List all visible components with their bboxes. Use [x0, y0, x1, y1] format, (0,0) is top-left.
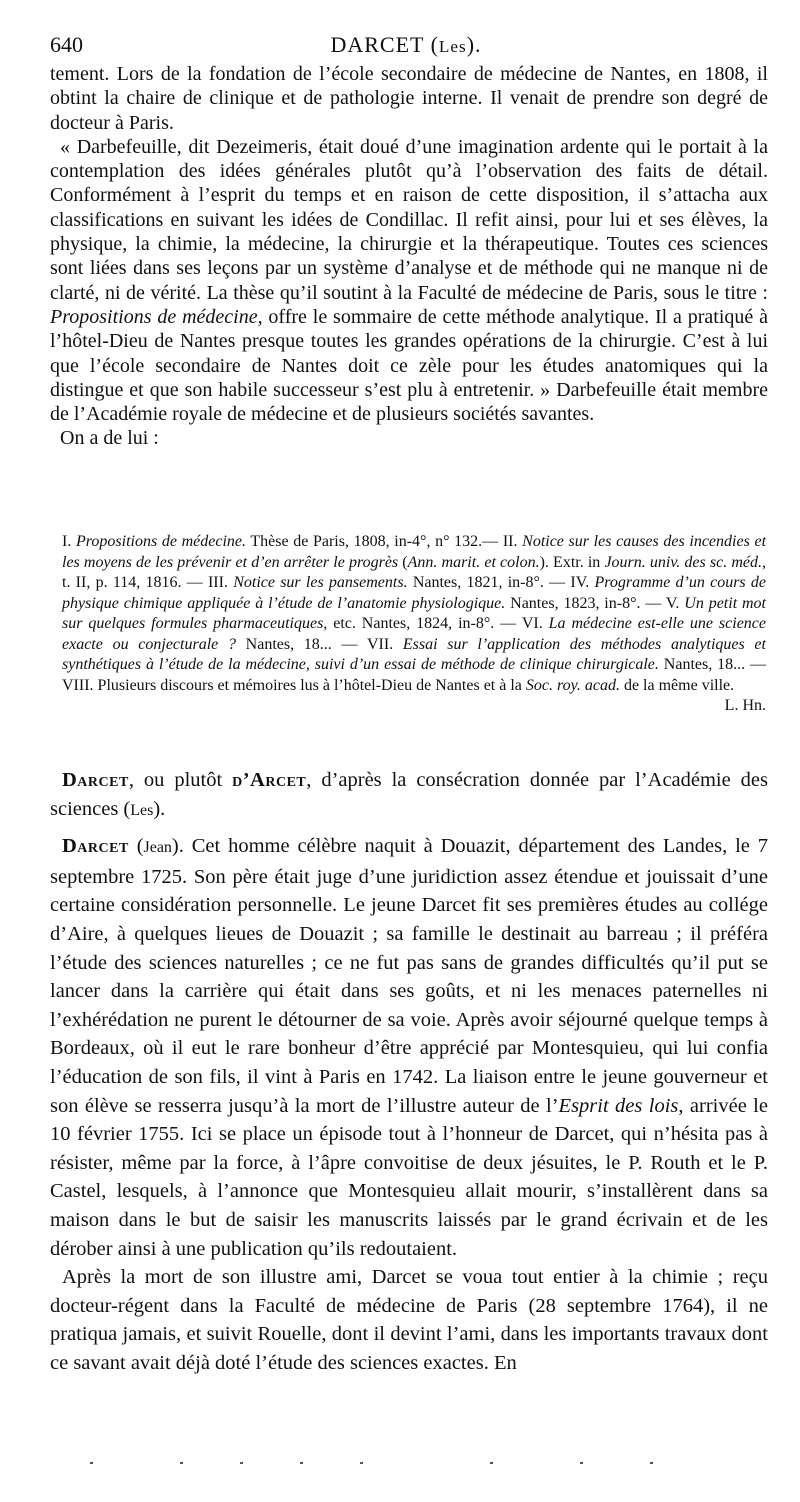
work-4-details: Nantes, 1823, in-8°. —	[505, 594, 666, 612]
work-2-source: Ann. marit. et colon.	[407, 553, 540, 571]
paragraph-career: tement. Lors de la fondation de l’école secondaire de médecine de Nantes, en 1808, il obtint la chaire de clinique et de pathologie interne. Il venait de prendre son degré de docteur à Paris.	[50, 63, 768, 134]
author-signature: L. Hn.	[724, 697, 766, 714]
works-list	[62, 532, 766, 717]
work-5-num: V.	[665, 594, 685, 612]
biography-text-1: Cet homme célèbre naquit à Douazit, département des Landes, le 7 septembre 1725. Son père était juge d’une juridiction assez étendue et jouissait d’une certaine considération personnelle. Le jeune Darcet fit ses premières études au collége d’Aire, à quelques lieues de Douazit ; sa famille le destinait au barreau ; il préféra l’étude des sciences naturelles ; ce ne fut pas sans de grandes difficultés qu’il put se lancer dans la carrière qui était dans ses goûts, et ni les menaces paternelles ni l’exhérédation ne purent le détourner de sa voie. Après avoir séjourné quelque temps à Bordeaux, où il eut le rare bonheur d’être apprécié par Montesquieu, qui lui confia l’éducation de son fils, il vint à Paris en 1742. La liaison entre le jeune gouverneur et son élève se resserra jusqu’à la mort de l’illustre auteur de l’	[50, 835, 768, 1117]
paragraph-quotation	[50, 135, 768, 427]
works-paragraph	[62, 532, 767, 714]
running-title-small-caps: Les	[438, 37, 467, 56]
running-title-close: ).	[466, 32, 482, 57]
entry-darcet-jean-paragraph-1	[50, 832, 768, 1263]
work-3-title: Notice sur les pansements.	[233, 574, 408, 591]
work-8-end: de la même ville.	[619, 676, 735, 694]
work-2-sep-1: (	[398, 553, 408, 571]
work-6-num: VI.	[521, 615, 549, 632]
work-2-title: Notice sur les causes des incendies et les moyens de les prévenir et d’en arrêter le progrès	[62, 533, 767, 571]
given-name: Jean	[143, 839, 172, 857]
page-number: 640	[50, 32, 83, 57]
headword-darcet: Darcet	[62, 769, 129, 791]
work-5-title: Un petit mot sur quelques formules pharmaceutiques,	[62, 594, 767, 632]
work-3-num: III.	[207, 574, 234, 591]
entry-darcet-jean-paragraph-2: Après la mort de son illustre ami, Darcet se voua tout entier à la chimie ; reçu docteur-régent dans la Faculté de médecine de Paris (28 septembre 1764), il ne pratiqua jamais, et suivit Rouelle, dont il devint l’ami, dans les importants travaux dont ce savant avait déjà doté l’étude des sciences exactes. En	[50, 1266, 768, 1374]
work-4-title: Programme d’un cours de physique chimique appliquée à l’étude de l’anatomie physiologique.	[62, 574, 767, 612]
work-6-title: La médecine est-elle une science exacte ou conjecturale ?	[62, 615, 766, 653]
given-name-open: (	[128, 835, 144, 858]
running-title	[50, 30, 762, 62]
entry-darcet-text-end: ).	[153, 797, 166, 820]
headword-jean-darcet: Darcet	[62, 835, 129, 858]
work-2-journal: Journ. univ. des sc. méd.	[604, 553, 762, 571]
work-2-details: , t. II, p. 114, 1816. —	[62, 553, 766, 591]
work-7-num: VII.	[366, 635, 403, 653]
page-header	[50, 30, 762, 60]
work-5-details: etc. Nantes, 1824, in-8°. —	[327, 615, 522, 632]
entry-darcet-small-caps: Les	[130, 801, 154, 819]
given-name-close: ).	[171, 835, 184, 858]
entry-darcet-text-1: , ou plutôt	[128, 769, 233, 791]
entry-darcet-text-2: , d’après la consécration donnée par l’Académie des sciences (	[50, 769, 768, 820]
work-3-details: Nantes, 1821, in-8°. —	[407, 574, 571, 591]
entry-darcet-les	[50, 766, 768, 825]
biography-text-2: , arrivée le 10 février 1755. Ici se place un épisode tout à l’honneur de Darcet, qui n’hésita pas à résister, même par la force, à l’âpre convoitise de deux jésuites, le P. Routh et le P. Castel, lesquels, à l’annonce que Montesquieu allait mourir, s’installèrent dans sa maison dans le but de saisir les manuscrits laissés par le grand écrivain et de les dérober ainsi à une publication qu’ils redoutaient.	[50, 1094, 768, 1260]
running-title-main: DARCET (	[330, 32, 439, 57]
quotation-text-start: « Darbefeuille, dit Dezeimeris, était doué d’une imagination ardente qui le portait à la contemplation des idées générales plutôt qu’à l’observation des faits de détail. Conformément à l’esprit du temps et en raison de cette disposition, il s’attacha aux classifications en suivant les idées de Condillac. Il refit ainsi, pour lui et ses élèves, la physique, la chimie, la médecine, la chirurgie et la thérapeutique. Toutes ces sciences sont liées dans ses leçons par un système d’analyse et de méthode qui ne manque ni de clarté, ni de vérité. La thèse qu’il soutint à la Faculté de médecine de Paris, sous le titre :	[50, 135, 768, 304]
work-4-num: IV.	[570, 574, 595, 591]
print-specks	[90, 1462, 730, 1470]
book-title-esprit-des-lois: Esprit des lois	[558, 1094, 679, 1117]
work-1-num: I.	[62, 533, 76, 550]
darbefeuille-entry-continuation	[50, 62, 768, 451]
work-1-details: Thèse de Paris, 1808, in-4°, n° 132.—	[246, 533, 503, 550]
headword-darcet-alt: d’Arcet	[232, 769, 307, 791]
work-7-title: Essai sur l’application des méthodes analytiques et synthétiques à l’étude de la médecine, suivi d’un essai de méthode de clinique chirurgicale.	[62, 635, 766, 673]
work-8-society: Soc. roy. acad.	[525, 676, 620, 694]
paragraph-works-intro: On a de lui :	[60, 427, 159, 450]
work-7-details: Nantes, 18... —	[658, 656, 766, 673]
work-8-num: VIII.	[62, 676, 98, 694]
work-2-sep-2: ). Extr. in	[539, 553, 605, 571]
darcet-entries	[50, 766, 768, 1377]
work-6-details: Nantes, 18... —	[235, 635, 367, 653]
work-2-num: II.	[502, 533, 523, 550]
work-1-title: Propositions de médecine.	[75, 533, 246, 550]
work-8-text: Plusieurs discours et mémoires lus à l’hôtel-Dieu de Nantes et à la	[97, 676, 526, 694]
quotation-text-end: offre le sommaire de cette méthode analytique. Il a pratiqué à l’hôtel-Dieu de Nantes presque toutes les grandes opérations de la chirurgie. C’est à lui que l’école secondaire de Nantes doit ce zèle pour les études anatomiques qui la distingue et que son habile successeur s’est plu à entretenir. » Darbefeuille était membre de l’Académie royale de médecine et de plusieurs sociétés savantes.	[50, 305, 768, 426]
thesis-title: Propositions de médecine,	[50, 305, 263, 328]
